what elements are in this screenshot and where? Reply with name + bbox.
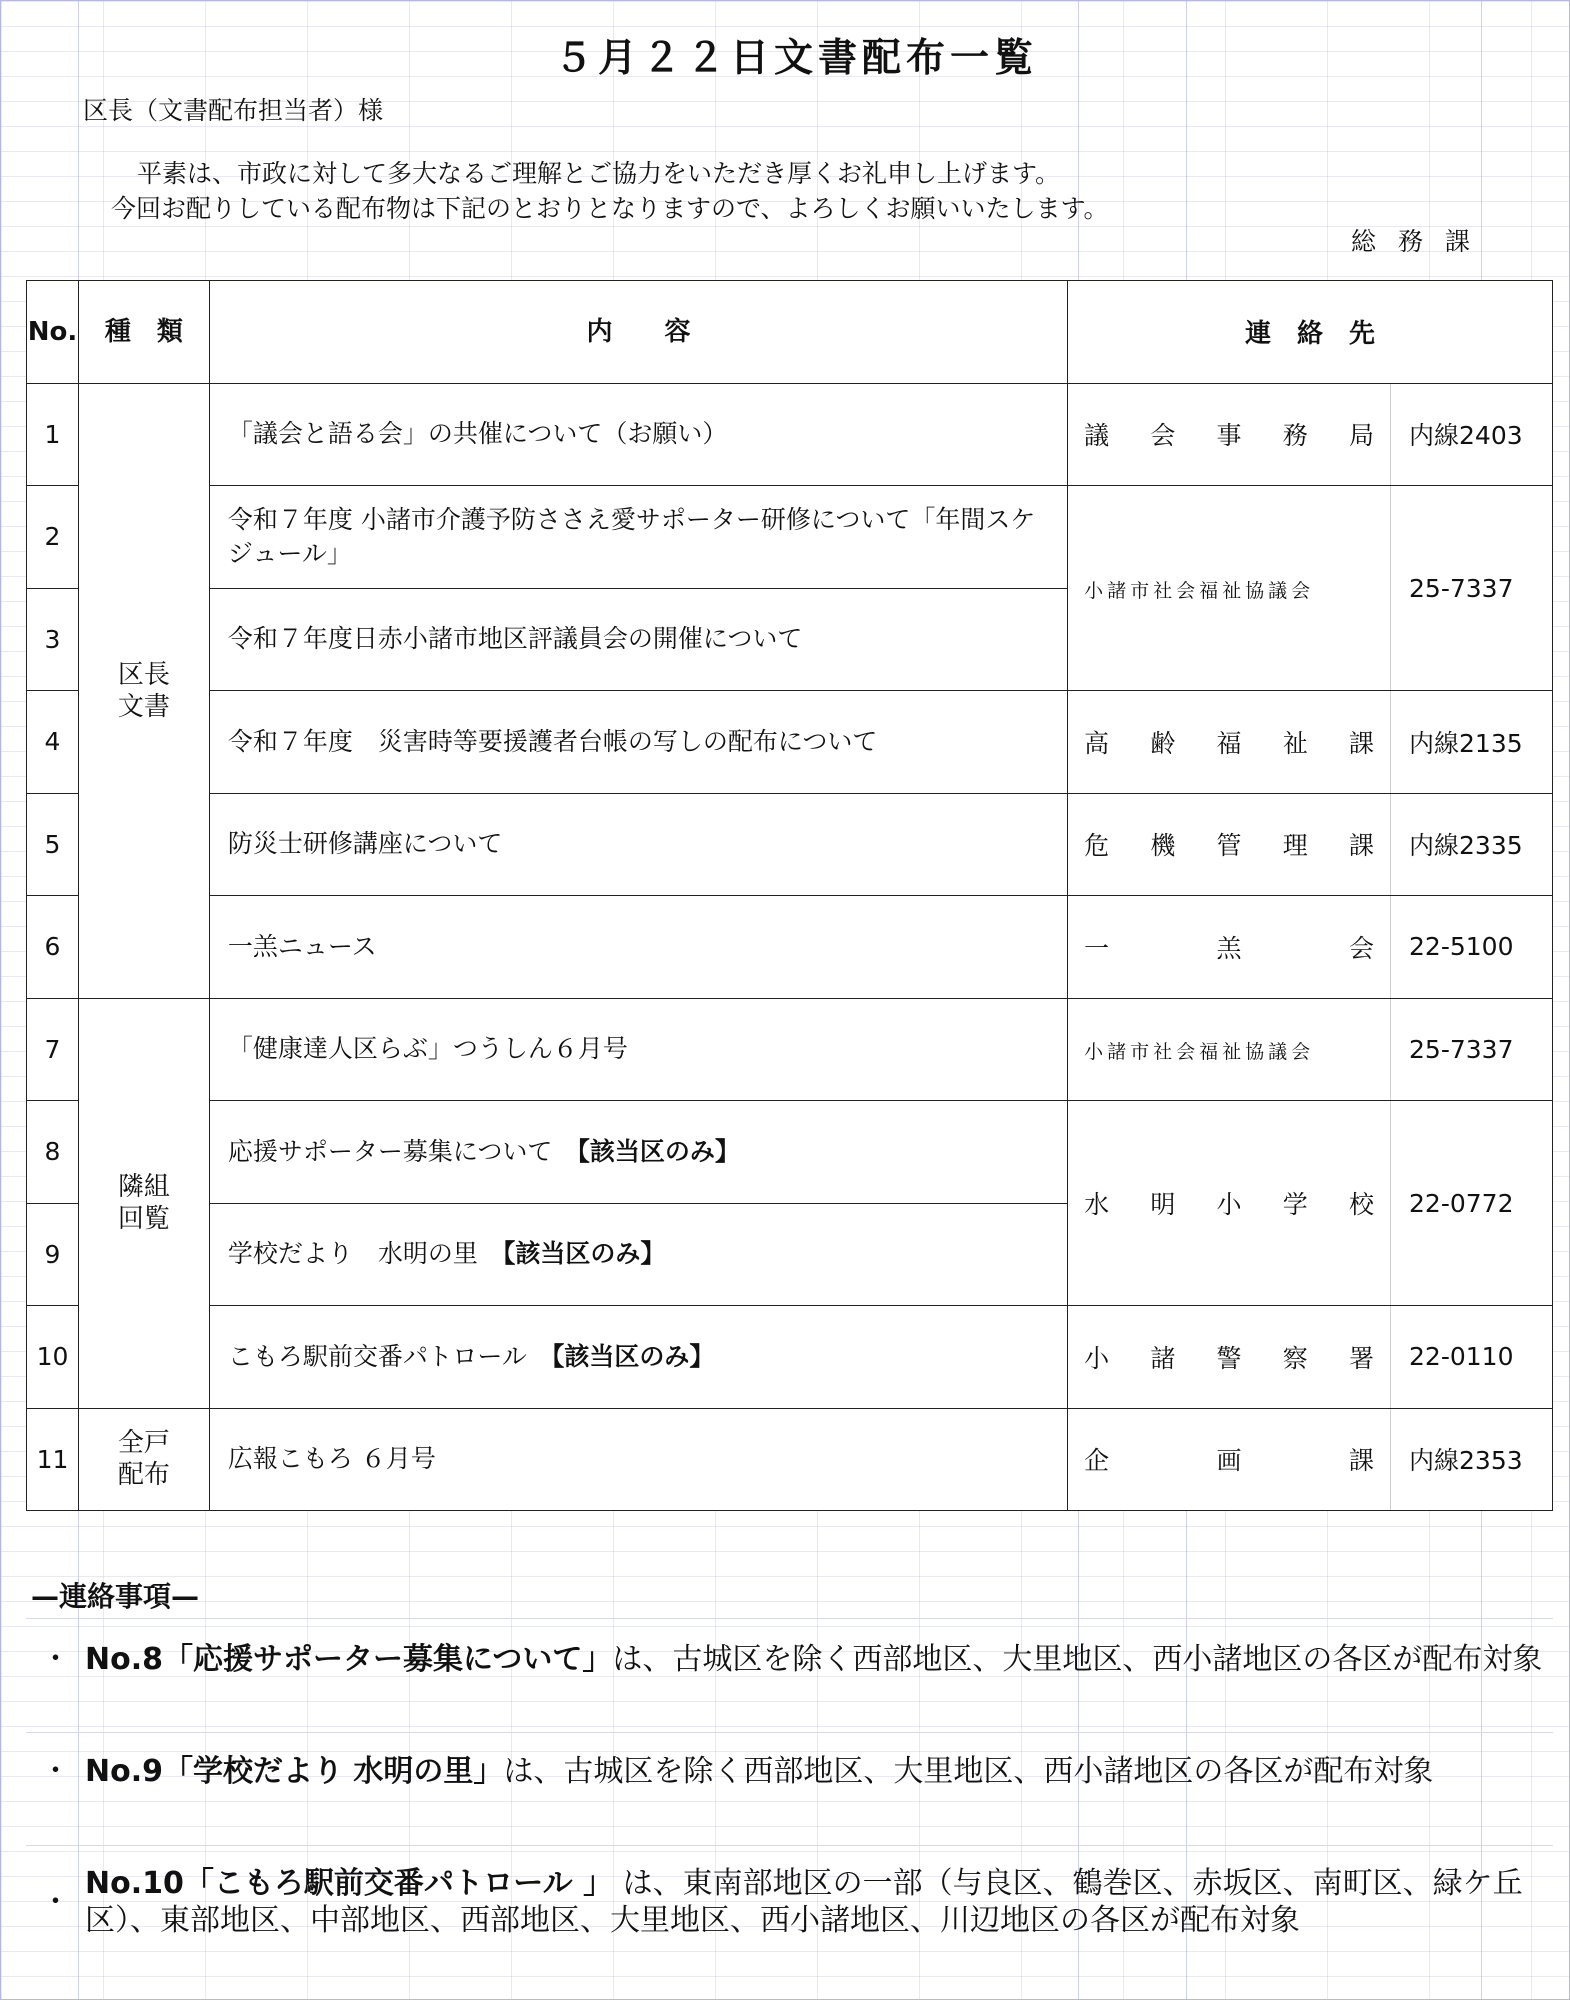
contact-department — [1068, 486, 1391, 691]
note-1-heading: No.8「応援サポーター募集について」 — [85, 1642, 613, 1677]
contact-department — [1068, 793, 1391, 896]
content-text: こもろ駅前交番パトロール — [227, 1341, 552, 1371]
department-char: 画 — [1216, 1446, 1242, 1476]
row-content — [209, 486, 1067, 589]
department-char: 明 — [1150, 1190, 1176, 1219]
table-row — [27, 1101, 1553, 1204]
content-text: 「議会と語る会」の共催について（お願い） — [227, 419, 728, 449]
contact-department — [1068, 1101, 1391, 1306]
content-text: 応援サポーター募集について — [227, 1136, 578, 1166]
row-number: 1 — [27, 383, 79, 486]
greeting-line-2: 今回お配りしている配布物は下記のとおりとなりますので、よろしくお願いいたします。 — [111, 194, 1109, 223]
department-name: 小諸市社会福祉協議会 — [1084, 1040, 1315, 1063]
department-char: 署 — [1348, 1343, 1374, 1373]
contact-department — [1068, 691, 1391, 794]
contact-department — [1068, 1306, 1391, 1409]
department-name — [1084, 1185, 1374, 1221]
row-content — [209, 691, 1067, 794]
department-name — [1084, 416, 1374, 452]
row-content — [209, 1203, 1067, 1306]
contact-department — [1068, 1408, 1391, 1511]
department-name — [1084, 826, 1374, 862]
department-char: 局 — [1348, 421, 1374, 451]
table-row — [27, 383, 1553, 486]
department-char: 議 — [1084, 421, 1110, 451]
row-number: 9 — [27, 1203, 79, 1306]
row-content — [209, 1101, 1067, 1204]
table-row — [27, 486, 1553, 589]
department-name — [1084, 724, 1374, 760]
department-char: 諸 — [1150, 1343, 1176, 1373]
row-number: 4 — [27, 691, 79, 794]
contact-department — [1068, 998, 1391, 1101]
department-char: 企 — [1084, 1446, 1110, 1476]
greeting-line-1: 平素は、市政に対して多大なるご理解とご協力をいただき厚くお礼申し上げます。 — [137, 159, 1061, 188]
table-body — [27, 383, 1553, 1511]
table-row — [27, 896, 1553, 999]
content-tag: 【該当区のみ】 — [551, 1341, 715, 1371]
department-char: 小 — [1216, 1190, 1242, 1219]
contact-phone: 内線2135 — [1391, 691, 1553, 794]
contact-phone: 内線2353 — [1391, 1408, 1553, 1511]
content-text: 令和７年度 小諸市介護予防ささえ愛サポーター研修について「年間スケジュール」 — [227, 504, 1036, 568]
note-2-heading: No.9「学校だより 水明の里」 — [85, 1754, 504, 1789]
table-row — [27, 1408, 1553, 1511]
row-content — [209, 588, 1067, 691]
note-item-1 — [26, 1641, 1553, 1678]
note-item-2 — [26, 1753, 1553, 1790]
department-char: 課 — [1348, 831, 1374, 861]
divider — [26, 1618, 1553, 1619]
content-text: 学校だより 水明の里 — [227, 1239, 503, 1269]
content-text: 令和７年度 災害時等要援護者台帳の写しの配布について — [227, 726, 878, 756]
department-char: 課 — [1348, 728, 1374, 758]
row-content — [209, 896, 1067, 999]
divider — [26, 1845, 1553, 1846]
table-row — [27, 1306, 1553, 1409]
contact-department — [1068, 896, 1391, 999]
department-char: 会 — [1150, 421, 1176, 451]
content-tag: 【該当区のみ】 — [502, 1239, 666, 1269]
distribution-table — [26, 280, 1553, 1511]
department-char: 学 — [1282, 1190, 1308, 1219]
row-content — [209, 383, 1067, 486]
department-char: 祉 — [1282, 728, 1308, 758]
contact-phone: 22-0772 — [1391, 1101, 1553, 1306]
contact-phone: 22-5100 — [1391, 896, 1553, 999]
department-char: 小 — [1084, 1343, 1110, 1373]
row-number: 8 — [27, 1101, 79, 1204]
row-number: 10 — [27, 1306, 79, 1409]
table-header-row — [27, 281, 1553, 384]
row-number: 2 — [27, 486, 79, 589]
department-name: 小諸市社会福祉協議会 — [1084, 579, 1315, 602]
content-tag: 【該当区のみ】 — [577, 1136, 740, 1166]
sender: 総務課 — [1351, 227, 1493, 256]
department-char: 察 — [1282, 1343, 1308, 1373]
contact-phone: 内線2335 — [1391, 793, 1553, 896]
row-content — [209, 1408, 1067, 1511]
table-row — [27, 998, 1553, 1101]
note-2-text: は、古城区を除く西部地区、大里地区、西小諸地区の各区が配布対象 — [503, 1754, 1434, 1789]
department-char: 務 — [1282, 421, 1308, 451]
department-char: 高 — [1084, 728, 1110, 758]
content-text: 「健康達人区らぶ」つうしん６月号 — [227, 1034, 628, 1064]
department-char: 事 — [1216, 421, 1242, 451]
department-char: 課 — [1349, 1446, 1375, 1476]
content-text: 令和７年度日赤小諸市地区評議員会の開催について — [227, 624, 803, 654]
kind-kuchou-bunsho: 区長 文書 — [78, 383, 209, 998]
department-char: 一 — [1084, 933, 1110, 963]
addressee: 区長（文書配布担当者）様 — [83, 96, 384, 125]
content-text: 一羔ニュース — [227, 931, 377, 961]
row-number: 7 — [27, 998, 79, 1101]
department-char: 齢 — [1150, 728, 1176, 758]
row-number: 5 — [27, 793, 79, 896]
table-row — [27, 691, 1553, 794]
notes-title: —連絡事項— — [31, 1580, 200, 1613]
note-item-3 — [26, 1865, 1553, 1939]
department-name — [1084, 929, 1374, 965]
contact-phone: 内線2403 — [1391, 383, 1553, 486]
department-char: 福 — [1216, 728, 1242, 758]
note-bullet: ・ — [40, 1754, 71, 1789]
row-number: 3 — [27, 588, 79, 691]
department-char: 水 — [1084, 1190, 1110, 1219]
contact-department — [1068, 383, 1391, 486]
divider — [26, 1732, 1553, 1733]
contact-phone: 22-0110 — [1391, 1306, 1553, 1409]
note-3-heading: No.10「こもろ駅前交番パトロール 」 — [85, 1866, 614, 1901]
row-content — [209, 793, 1067, 896]
kind-rinpo-kairan: 隣組 回覧 — [78, 998, 209, 1408]
note-bullet: ・ — [40, 1884, 71, 1920]
row-number: 11 — [27, 1408, 79, 1511]
row-content — [209, 998, 1067, 1101]
department-char: 校 — [1348, 1190, 1374, 1219]
header-no: No. — [27, 281, 79, 384]
department-char: 機 — [1150, 831, 1176, 861]
note-1-text: は、古城区を除く西部地区、大里地区、西小諸地区の各区が配布対象 — [612, 1642, 1543, 1677]
row-content — [209, 1306, 1067, 1409]
note-3-text: は、東南部地区の一部（与良区、鶴巻区、赤坂区、南町区、緑ケ丘区）、東部地区、中部地区、西部地区、大里地区、西小諸地区、川辺地区の各区が配布対象 — [85, 1866, 1523, 1938]
header-content: 内 容 — [209, 281, 1067, 384]
page-title: ５月２２日文書配布一覧 — [553, 36, 1038, 81]
header-contact: 連 絡 先 — [1068, 281, 1553, 384]
table-row — [27, 793, 1553, 896]
kind-zenko-haifu: 全戸 配布 — [78, 1408, 209, 1511]
department-char: 羔 — [1216, 933, 1242, 963]
header-kind: 種 類 — [78, 281, 209, 384]
department-char: 会 — [1349, 933, 1375, 963]
content-text: 広報こもろ ６月号 — [227, 1444, 436, 1474]
department-char: 管 — [1216, 831, 1242, 861]
department-char: 警 — [1216, 1343, 1242, 1373]
contact-phone: 25-7337 — [1391, 486, 1553, 691]
content-text: 防災士研修講座について — [227, 829, 503, 859]
department-name — [1084, 1339, 1374, 1375]
department-name — [1084, 1441, 1374, 1477]
row-number: 6 — [27, 896, 79, 999]
department-char: 危 — [1084, 831, 1110, 861]
contact-phone: 25-7337 — [1391, 998, 1553, 1101]
department-char: 理 — [1282, 831, 1308, 861]
note-bullet: ・ — [40, 1642, 71, 1677]
